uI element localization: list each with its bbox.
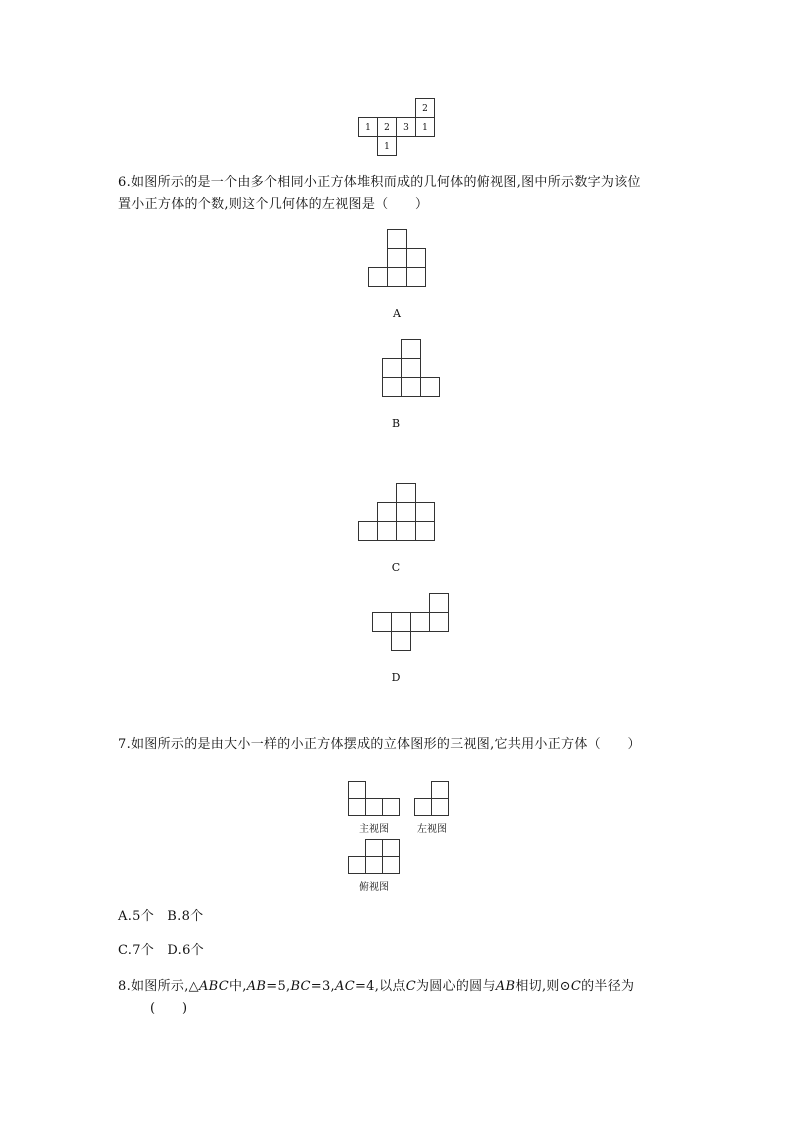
option-cell [388, 230, 407, 249]
option-cell [402, 359, 421, 378]
top-view-number-grid [358, 98, 436, 156]
question-7-choices [118, 906, 418, 962]
q8-text: 的半径为 [581, 979, 635, 994]
q8-text: 中, [228, 979, 247, 994]
option-cell [411, 613, 430, 632]
q8-text: 相切,则⊙ [515, 979, 571, 994]
option-cell [383, 359, 402, 378]
option-cell [388, 249, 407, 268]
cell-count-label: 1 [384, 142, 390, 152]
option-cell [369, 268, 388, 287]
q8-var: BC [290, 979, 311, 994]
option-cell [378, 503, 397, 522]
cell-count-label: 1 [365, 123, 371, 133]
front-view-figure [348, 781, 400, 817]
top-view-caption: 俯视图 [359, 882, 389, 893]
view-cell [366, 840, 383, 857]
view-cell [349, 799, 366, 816]
view-cell [432, 782, 449, 799]
question-6 [118, 172, 718, 216]
option-cell [388, 268, 407, 287]
q8-text: =4,以点 [354, 979, 406, 994]
cell-count-label: 1 [422, 123, 428, 133]
option-cell [378, 522, 397, 541]
q8-var: ABC [198, 979, 229, 994]
question-6-line-2: 置小正方体的个数,则这个几何体的左视图是（ ） [118, 197, 429, 212]
view-cell [383, 857, 400, 874]
option-cell [407, 268, 426, 287]
option-a-label: A [393, 307, 401, 320]
q8-var: AC [335, 979, 355, 994]
option-b-figure [382, 339, 440, 397]
option-cell [407, 249, 426, 268]
option-d-label: D [391, 671, 401, 684]
q8-text: =5, [266, 979, 291, 994]
option-cell [416, 503, 435, 522]
option-cell [402, 340, 421, 359]
option-cell [359, 522, 378, 541]
question-8-line-1 [118, 976, 718, 998]
option-cell [392, 632, 411, 651]
question-7 [118, 734, 718, 756]
option-cell [430, 613, 449, 632]
option-c-label: C [391, 561, 401, 574]
view-cell [383, 840, 400, 857]
option-cell [421, 378, 440, 397]
option-cell [383, 378, 402, 397]
question-6-line-1: 6.如图所示的是一个由多个相同小正方体堆积而成的几何体的俯视图,图中所示数字为该位 [118, 175, 641, 190]
view-cell [366, 799, 383, 816]
q8-var: C [570, 979, 582, 994]
option-c-figure [358, 483, 436, 541]
view-cell [349, 782, 366, 799]
q8-var: C [405, 979, 416, 994]
option-cell [397, 522, 416, 541]
q8-text: 8.如图所示,△ [118, 979, 199, 994]
top-view-figure [348, 839, 400, 875]
question-8-line-2: ( ) [150, 1001, 188, 1016]
view-cell [415, 799, 432, 816]
left-view-caption: 左视图 [417, 824, 447, 835]
question-7-line-1: 7.如图所示的是由大小一样的小正方体摆成的立体图形的三视图,它共用小正方体（ ） [118, 737, 641, 752]
choices-c-d: C.7个 D.6个 [118, 943, 204, 958]
cell-count-label: 2 [384, 123, 390, 133]
cell-count-label: 2 [422, 104, 428, 114]
option-cell [373, 613, 392, 632]
q8-var: AB [246, 979, 267, 994]
choices-a-b: A.5个 B.8个 [118, 909, 204, 924]
q8-text: =3, [310, 979, 335, 994]
view-cell [366, 857, 383, 874]
option-cell [402, 378, 421, 397]
view-cell [432, 799, 449, 816]
option-cell [430, 594, 449, 613]
option-b-label: B [391, 417, 401, 430]
q8-text: 为圆心的圆与 [415, 979, 496, 994]
option-cell [392, 613, 411, 632]
option-cell [397, 484, 416, 503]
option-cell [397, 503, 416, 522]
cell-count-label: 3 [403, 123, 409, 133]
view-cell [349, 857, 366, 874]
front-view-caption: 主视图 [359, 824, 389, 835]
option-cell [416, 522, 435, 541]
question-8 [118, 976, 718, 1020]
q8-var: AB [495, 979, 516, 994]
left-view-figure [414, 781, 450, 817]
option-d-figure [372, 593, 450, 651]
view-cell [383, 799, 400, 816]
option-a-figure [368, 229, 426, 287]
